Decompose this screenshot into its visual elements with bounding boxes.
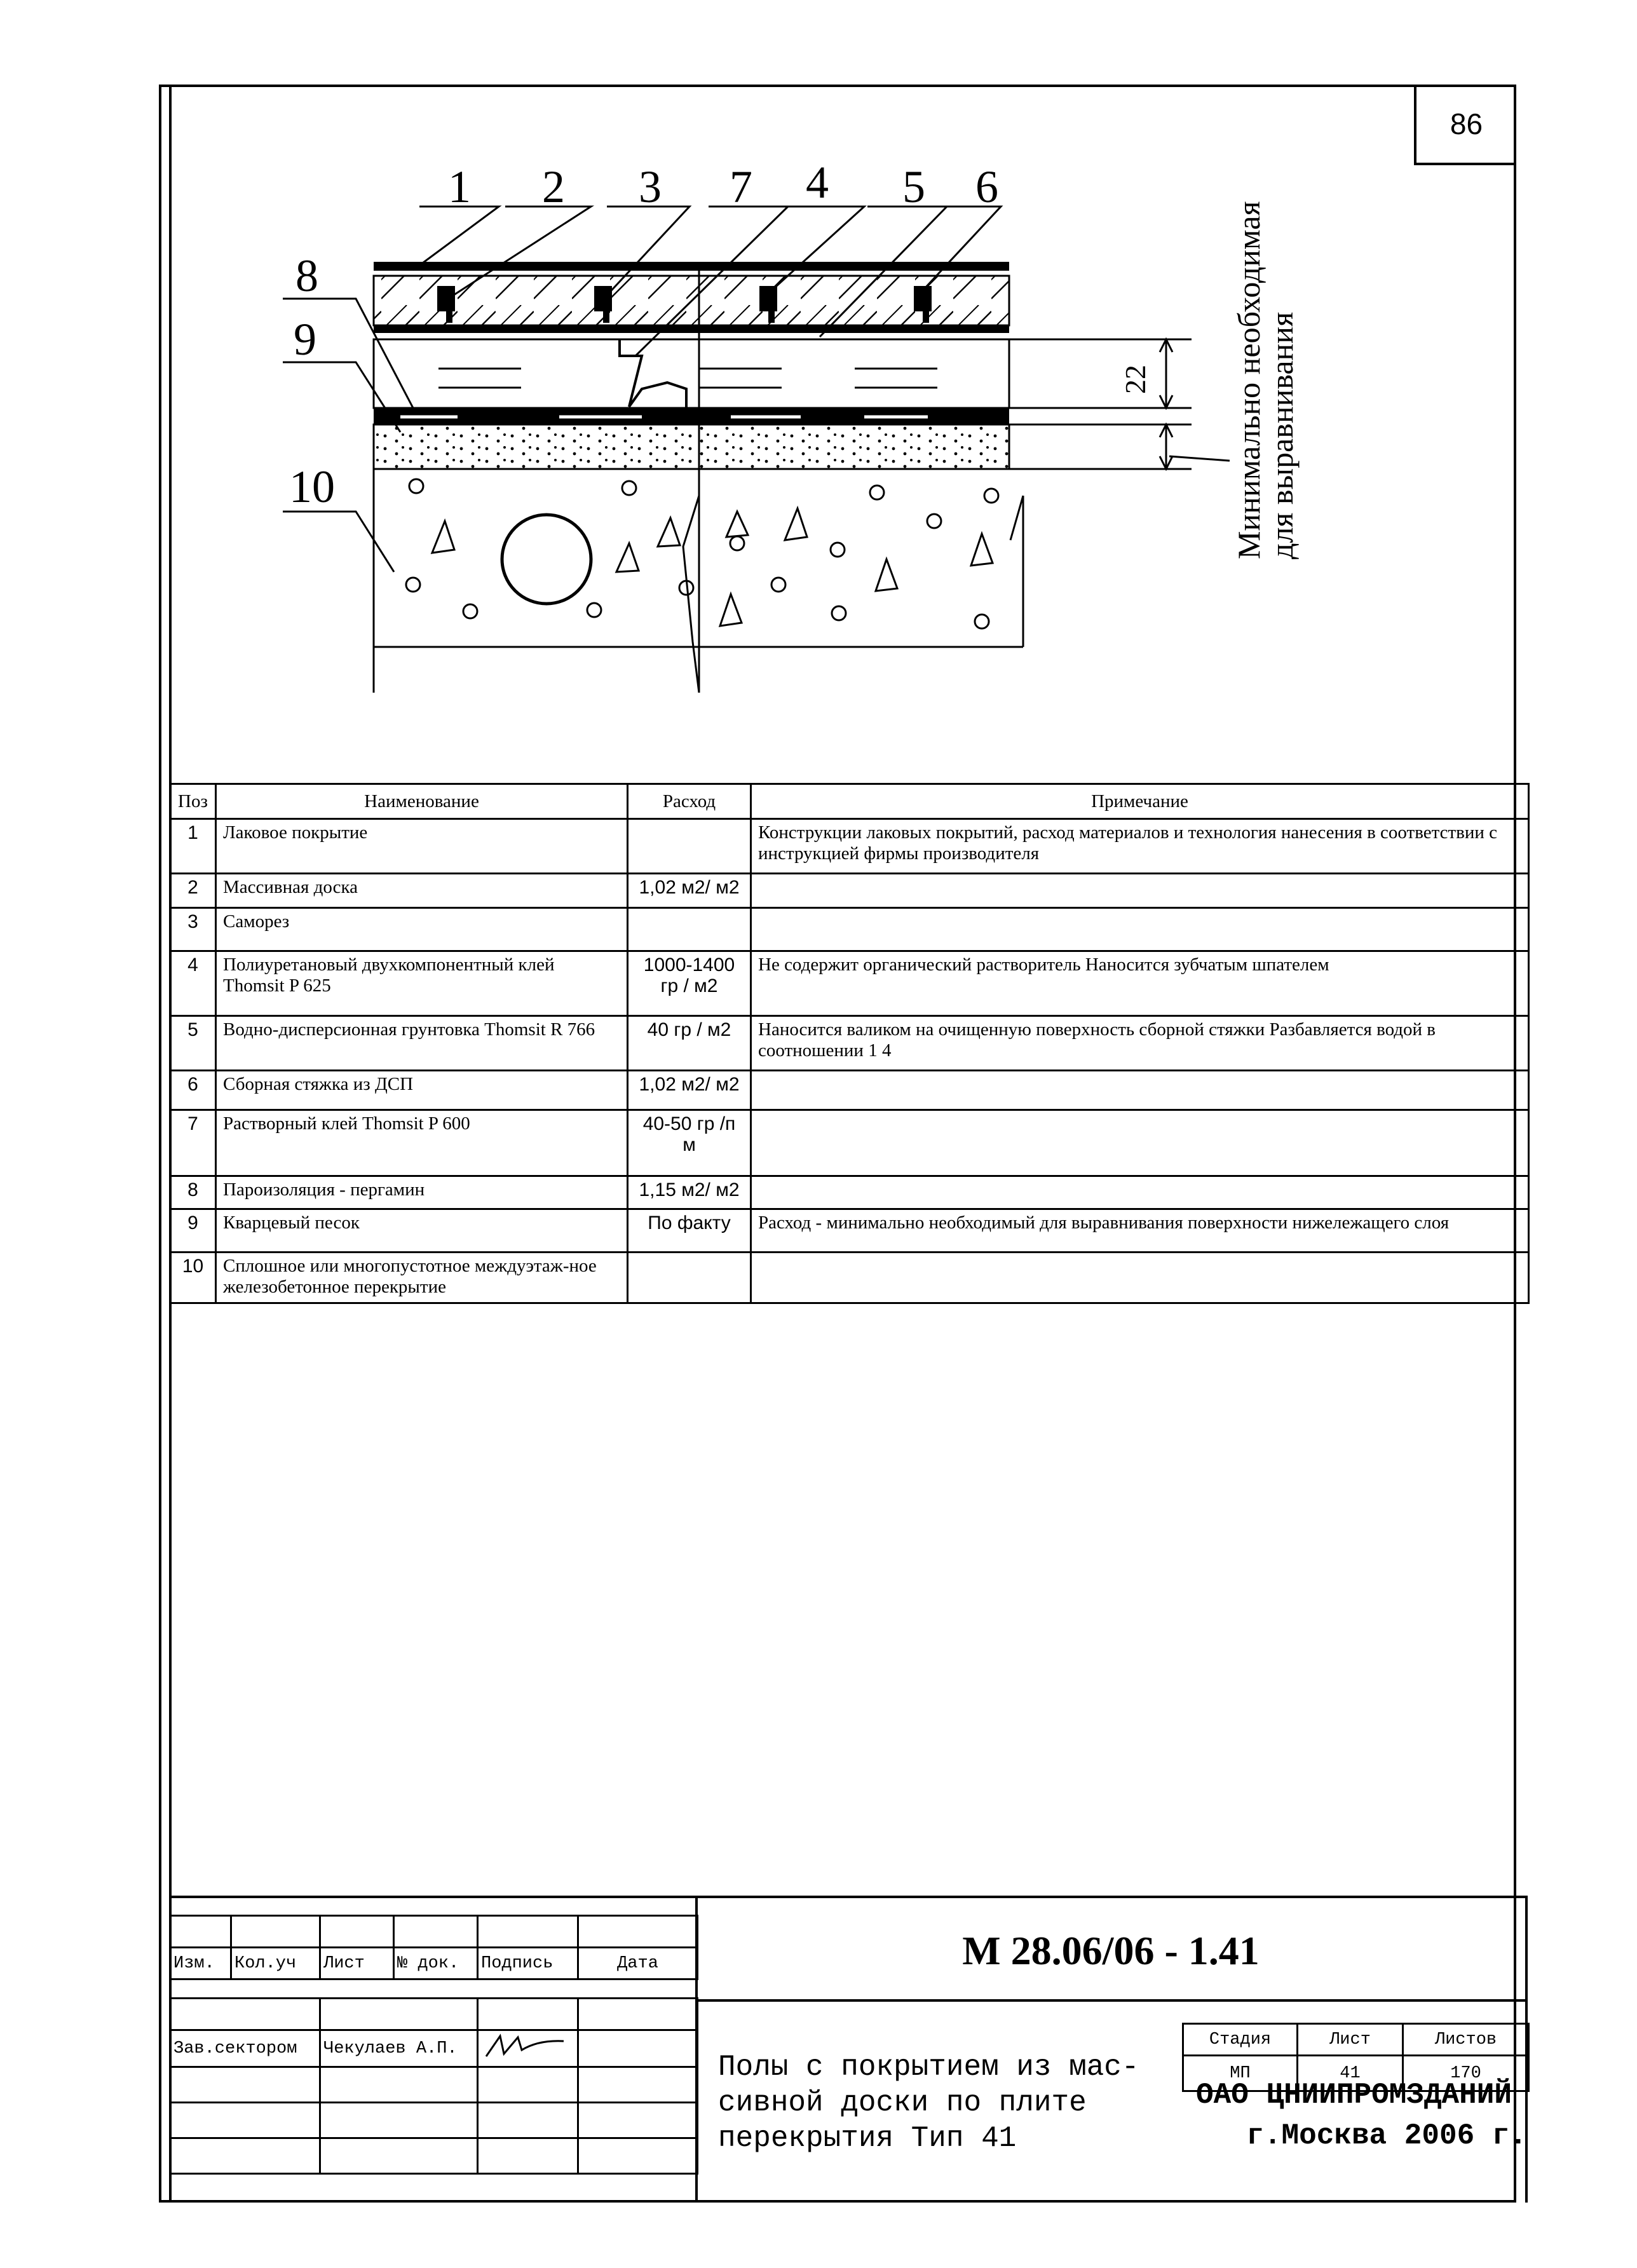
title-line-3: перекрытия Тип 41 bbox=[718, 2122, 1017, 2155]
row-name: Водно-дисперсионная грунтовка Thomsit R 766 bbox=[216, 1016, 628, 1071]
floor-section-drawing bbox=[0, 0, 1637, 763]
table-row bbox=[170, 1253, 1529, 1303]
row-note: Расход - минимально необходимый для выравнивания поверхности нижележащего слоя bbox=[751, 1209, 1529, 1253]
callout-5: 5 bbox=[902, 161, 925, 212]
table-header-row bbox=[170, 784, 1529, 819]
sheet-label: Лист bbox=[1298, 2024, 1403, 2056]
table-row bbox=[170, 1110, 1529, 1176]
row-pos: 10 bbox=[170, 1253, 216, 1303]
row-pos: 5 bbox=[170, 1016, 216, 1071]
row-name: Пароизоляция - пергамин bbox=[216, 1176, 628, 1209]
row-rate: 1,15 м2/ м2 bbox=[628, 1176, 751, 1209]
role-label: Зав.сектором bbox=[170, 2030, 320, 2067]
page-number: 86 bbox=[1414, 85, 1516, 165]
row-note bbox=[751, 1110, 1529, 1176]
row-pos: 8 bbox=[170, 1176, 216, 1209]
row-note bbox=[751, 1253, 1529, 1303]
row-rate bbox=[628, 908, 751, 951]
row-rate bbox=[628, 819, 751, 874]
row-rate bbox=[628, 1253, 751, 1303]
header-note: Примечание bbox=[751, 784, 1529, 819]
sheets-label: Листов bbox=[1403, 2024, 1529, 2056]
row-name: Кварцевый песок bbox=[216, 1209, 628, 1253]
table-row bbox=[170, 1016, 1529, 1071]
callout-8: 8 bbox=[295, 250, 318, 301]
stage-value: МП bbox=[1183, 2056, 1298, 2091]
row-pos: 6 bbox=[170, 1071, 216, 1110]
row-rate: 1,02 м2/ м2 bbox=[628, 1071, 751, 1110]
row-note: Конструкции лаковых покрытий, расход материалов и технология нанесения в соответствии с инструкцией фирмы производителя bbox=[751, 819, 1529, 874]
row-name: Лаковое покрытие bbox=[216, 819, 628, 874]
lacquer-layer bbox=[374, 262, 1009, 271]
revision-table bbox=[169, 1915, 698, 1980]
sheets-value: 170 bbox=[1403, 2056, 1529, 2091]
dimension-22: 22 bbox=[1119, 365, 1151, 394]
header-name: Наименование bbox=[216, 784, 628, 819]
title-line-2: сивной доски по плите bbox=[718, 2086, 1087, 2119]
row-note bbox=[751, 1176, 1529, 1209]
row-name: Саморез bbox=[216, 908, 628, 951]
callout-3: 3 bbox=[639, 161, 662, 212]
row-name: Полиуретановый двухкомпонентный клей Thomsit P 625 bbox=[216, 951, 628, 1016]
row-name: Растворный клей Thomsit P 600 bbox=[216, 1110, 628, 1176]
side-note-line2: для выравнивания bbox=[1264, 311, 1300, 559]
table-row bbox=[170, 1209, 1529, 1253]
quartz-sand-layer bbox=[374, 424, 1009, 469]
signature-mark bbox=[481, 2031, 570, 2060]
stage-label: Стадия bbox=[1183, 2024, 1298, 2056]
table-row bbox=[170, 874, 1529, 908]
callout-7: 7 bbox=[730, 161, 752, 212]
person-name: Чекулаев А.П. bbox=[320, 2030, 478, 2067]
specification-table bbox=[169, 783, 1530, 1304]
header-rate: Расход bbox=[628, 784, 751, 819]
signature bbox=[478, 2030, 578, 2067]
row-rate: 1,02 м2/ м2 bbox=[628, 874, 751, 908]
row-pos: 2 bbox=[170, 874, 216, 908]
row-rate: По факту bbox=[628, 1209, 751, 1253]
row-pos: 9 bbox=[170, 1209, 216, 1253]
callout-10: 10 bbox=[289, 461, 335, 512]
col-podpis: Подпись bbox=[478, 1948, 578, 1979]
chipboard-hatch bbox=[438, 369, 937, 388]
table-row bbox=[170, 908, 1529, 951]
callout-1: 1 bbox=[448, 161, 471, 212]
adhesive-layer bbox=[374, 325, 1009, 333]
table-row bbox=[170, 819, 1529, 874]
row-note: Наносится валиком на очищенную поверхность сборной стяжки Разбавляется водой в соотношении 1 4 bbox=[751, 1016, 1529, 1071]
callout-2: 2 bbox=[542, 161, 565, 212]
header-pos: Поз bbox=[170, 784, 216, 819]
org-name: ОАО ЦНИИПРОМЗДАНИЙ bbox=[1196, 2079, 1512, 2112]
row-pos: 1 bbox=[170, 819, 216, 874]
row-pos: 7 bbox=[170, 1110, 216, 1176]
row-name: Сборная стяжка из ДСП bbox=[216, 1071, 628, 1110]
row-note bbox=[751, 908, 1529, 951]
approval-table bbox=[169, 1997, 698, 2175]
side-note-line1: Минимально необходимая bbox=[1231, 201, 1267, 559]
row-note bbox=[751, 1071, 1529, 1110]
callout-9: 9 bbox=[294, 314, 316, 365]
sheet-value: 41 bbox=[1298, 2056, 1403, 2091]
document-code: М 28.06/06 - 1.41 bbox=[962, 1928, 1260, 1973]
row-pos: 3 bbox=[170, 908, 216, 951]
col-ndok: № док. bbox=[394, 1948, 478, 1979]
table-row bbox=[170, 1176, 1529, 1209]
organization bbox=[1181, 2075, 1527, 2156]
row-note bbox=[751, 874, 1529, 908]
callout-4: 4 bbox=[806, 157, 829, 208]
dimension-lines bbox=[1009, 339, 1230, 469]
row-name: Сплошное или многопустотное междуэтаж-ное железобетонное перекрытие bbox=[216, 1253, 628, 1303]
chipboard-screed-layer bbox=[374, 339, 1009, 408]
mortar-adhesive-joint bbox=[620, 339, 686, 408]
row-note: Не содержит органический растворитель Наносится зубчатым шпателем bbox=[751, 951, 1529, 1016]
callout-6: 6 bbox=[975, 161, 998, 212]
table-row bbox=[170, 951, 1529, 1016]
row-name: Массивная доска bbox=[216, 874, 628, 908]
col-izm: Изм. bbox=[170, 1948, 231, 1979]
col-data: Дата bbox=[578, 1948, 698, 1979]
row-rate: 40-50 гр /п м bbox=[628, 1110, 751, 1176]
col-kol: Кол.уч bbox=[231, 1948, 320, 1979]
title-block-top-line bbox=[169, 1896, 1528, 1898]
title-line-1: Полы с покрытием из мас- bbox=[718, 2051, 1139, 2084]
row-pos: 4 bbox=[170, 951, 216, 1016]
row-rate: 1000-1400 гр / м2 bbox=[628, 951, 751, 1016]
drawing-title bbox=[718, 2049, 1188, 2156]
org-city-year: г.Москва 2006 г. bbox=[1246, 2119, 1527, 2152]
row-rate: 40 гр / м2 bbox=[628, 1016, 751, 1071]
table-row bbox=[170, 1071, 1529, 1110]
col-list: Лист bbox=[320, 1948, 394, 1979]
